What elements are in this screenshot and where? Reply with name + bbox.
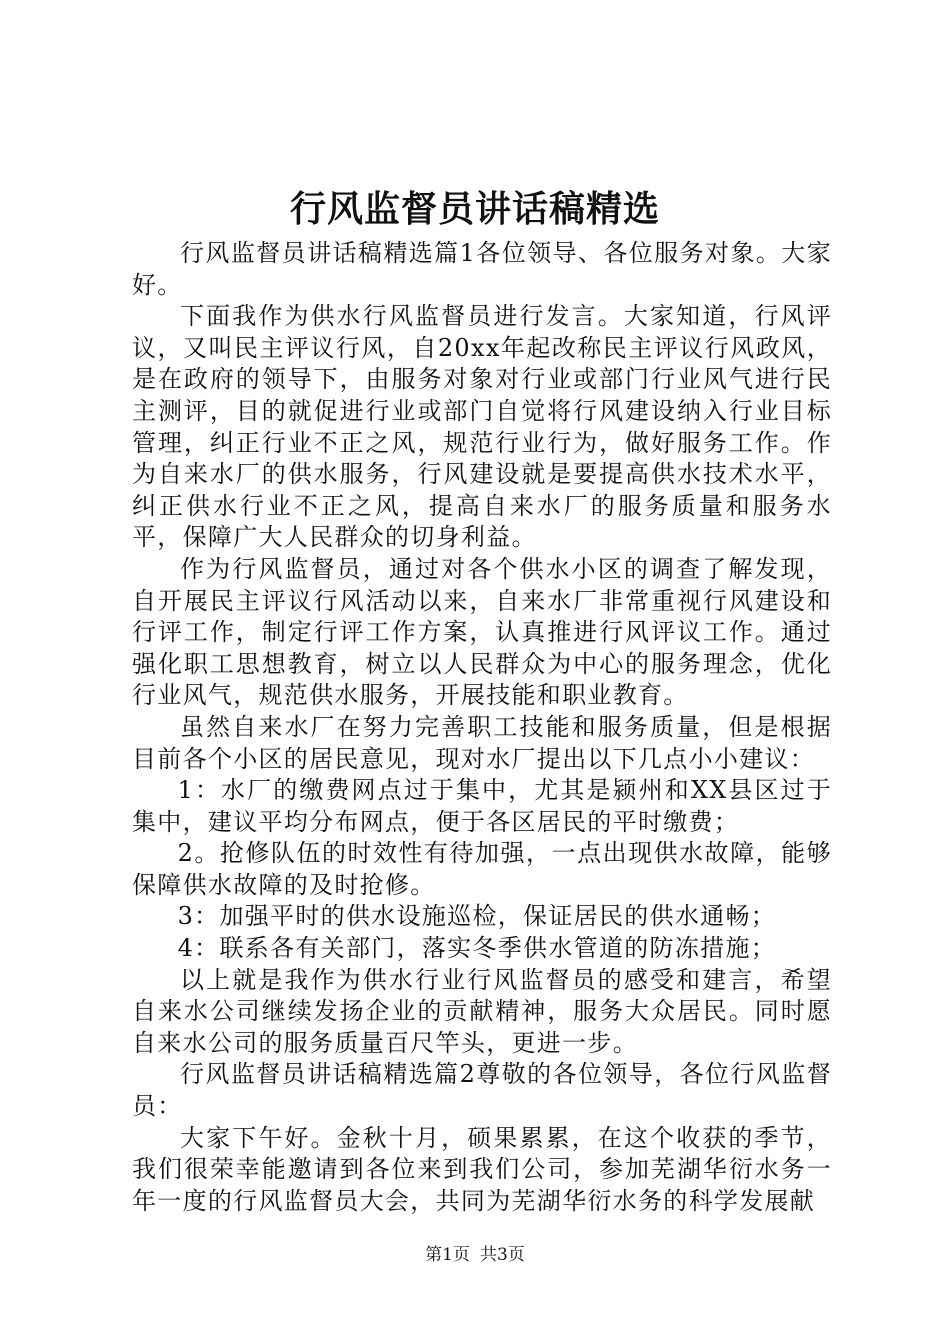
paragraph-speech-2-opening: 大家下午好。金秋十月，硕果累累，在这个收获的季节，我们很荣幸能邀请到各位来到我们公司，参加芜湖华衍水务一年一度的行风监督员大会，共同为芜湖华衍水务的科学发展献 xyxy=(132,1123,832,1215)
paragraph-speech-2-heading: 行风监督员讲话稿精选篇2尊敬的各位领导，各位行风监督员： xyxy=(132,1060,832,1121)
page-footer xyxy=(0,1243,950,1267)
page-total: 共3页 xyxy=(480,1245,525,1265)
paragraph-findings: 作为行风监督员，通过对各个供水小区的调查了解发现，自开展民主评议行风活动以来，自来水厂非常重视行风建设和行评工作，制定行评工作方案，认真推进行风评议工作。通过强化职工思想教育，树立以人民群众为中心的服务理念，优化行业风气，规范供水服务，开展技能和职业教育。 xyxy=(132,554,832,710)
document-body xyxy=(132,238,832,1217)
paragraph-conclusion: 以上就是我作为供水行业行风监督员的感受和建言，希望自来水公司继续发扬企业的贡献精神，服务大众居民。同时愿自来水公司的服务质量百尺竿头，更进一步。 xyxy=(132,965,832,1057)
suggestion-item-2: 2。抢修队伍的时效性有待加强，一点出现供水故障，能够保障供水故障的及时抢修。 xyxy=(132,839,832,899)
suggestion-item-1: 1：水厂的缴费网点过于集中，尤其是颍州和XX县区过于集中，建议平均分布网点，便于各区居民的平时缴费； xyxy=(132,776,832,836)
page-number: 第1页 xyxy=(425,1245,470,1265)
paragraph-intro: 行风监督员讲话稿精选篇1各位领导、各位服务对象。大家好。 xyxy=(132,239,832,299)
paragraph-suggestions-lead: 虽然自来水厂在努力完善职工技能和服务质量，但是根据目前各个小区的居民意见，现对水厂提出以下几点小小建议： xyxy=(132,712,832,773)
suggestion-item-3: 3：加强平时的供水设施巡检，保证居民的供水通畅； xyxy=(177,902,777,931)
suggestion-item-4: 4：联系各有关部门，落实冬季供水管道的防冻措施； xyxy=(177,934,777,963)
paragraph-background: 下面我作为供水行风监督员进行发言。大家知道，行风评议，又叫民主评议行风，自20xx年起改称民主评议行风政风，是在政府的领导下，由服务对象对行业或部门行业风气进行民主测评，目的就促进行业或部门自觉将行风建设纳入行业目标管理，纠正行业不正之风，规范行业行为，做好服务工作。作为自来水厂的供水服务，行风建设就是要提高供水技术水平，纠正供水行业不正之风，提高自来水厂的服务质量和服务水平，保障广大人民群众的切身利益。 xyxy=(132,302,832,552)
document-title: 行风监督员讲话稿精选 xyxy=(289,188,660,230)
